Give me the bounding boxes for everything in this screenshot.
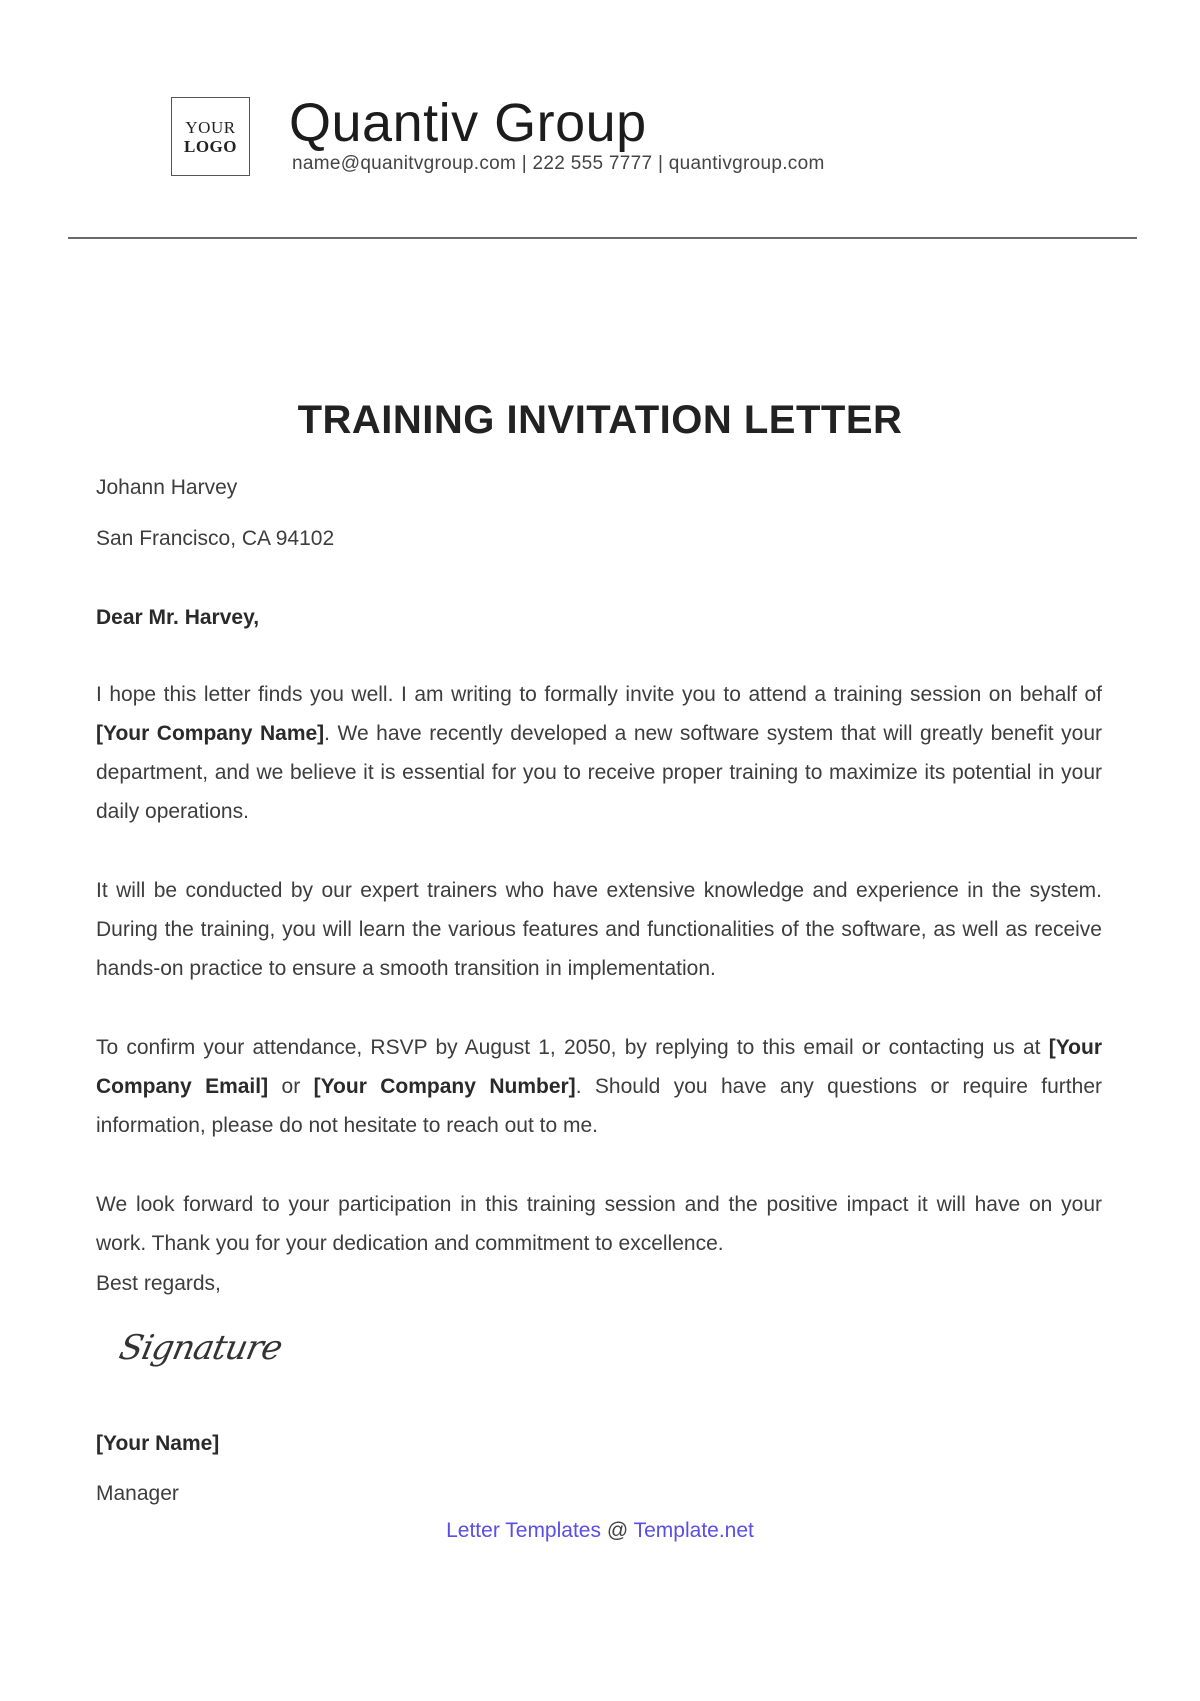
footer-separator: @ (606, 1519, 629, 1542)
company-logo (171, 97, 250, 176)
signature: Signature (115, 1328, 286, 1368)
placeholder-company-email: [Your Company Email] (96, 1036, 1102, 1098)
template-net-link[interactable]: Template.net (633, 1519, 754, 1542)
paragraph-3: To confirm your attendance, RSVP by August 1, 2050, by replying to this email or contacting us at [Your Company Email] or [Your Company Number]. Should you have any questions or require further information, please do not hesitate to reach out to me. (96, 1036, 1102, 1137)
footer-credit (0, 1519, 1200, 1543)
logo-line-2: LOGO (183, 136, 237, 156)
paragraph-1: I hope this letter finds you well. I am writing to formally invite you to attend a training session on behalf of [Your Company Name]. We have recently developed a new software system that will greatly benefit your department, and we believe it is essential for you to receive proper training to maximize its potential in your daily operations. (96, 683, 1102, 823)
placeholder-company-name: [Your Company Name] (96, 722, 325, 745)
paragraph-4: We look forward to your participation in this training session and the positive impact it will have on your work. Thank you for your dedication and commitment to excellence. (96, 1193, 1102, 1255)
logo-line-1: YOUR (185, 117, 236, 137)
recipient-name: Johann Harvey (96, 476, 238, 499)
closing: Best regards, (96, 1272, 221, 1295)
placeholder-company-number: [Your Company Number] (313, 1075, 576, 1098)
letter-title: TRAINING INVITATION LETTER (297, 398, 903, 442)
company-name: Quantiv Group (289, 93, 647, 153)
header-divider (68, 237, 1137, 239)
company-contact: name@quanitvgroup.com | 222 555 7777 | quantivgroup.com (292, 153, 825, 174)
paragraph-2: It will be conducted by our expert trainers who have extensive knowledge and experience in the system. During the training, you will learn the various features and functionalities of the software, as well as receive hands-on practice to ensure a smooth transition in implementation. (96, 879, 1102, 980)
recipient-address: San Francisco, CA 94102 (96, 527, 335, 550)
letter-templates-link[interactable]: Letter Templates (446, 1519, 601, 1542)
sender-name: [Your Name] (96, 1432, 220, 1455)
sender-title: Manager (96, 1482, 179, 1505)
salutation: Dear Mr. Harvey, (96, 606, 260, 629)
